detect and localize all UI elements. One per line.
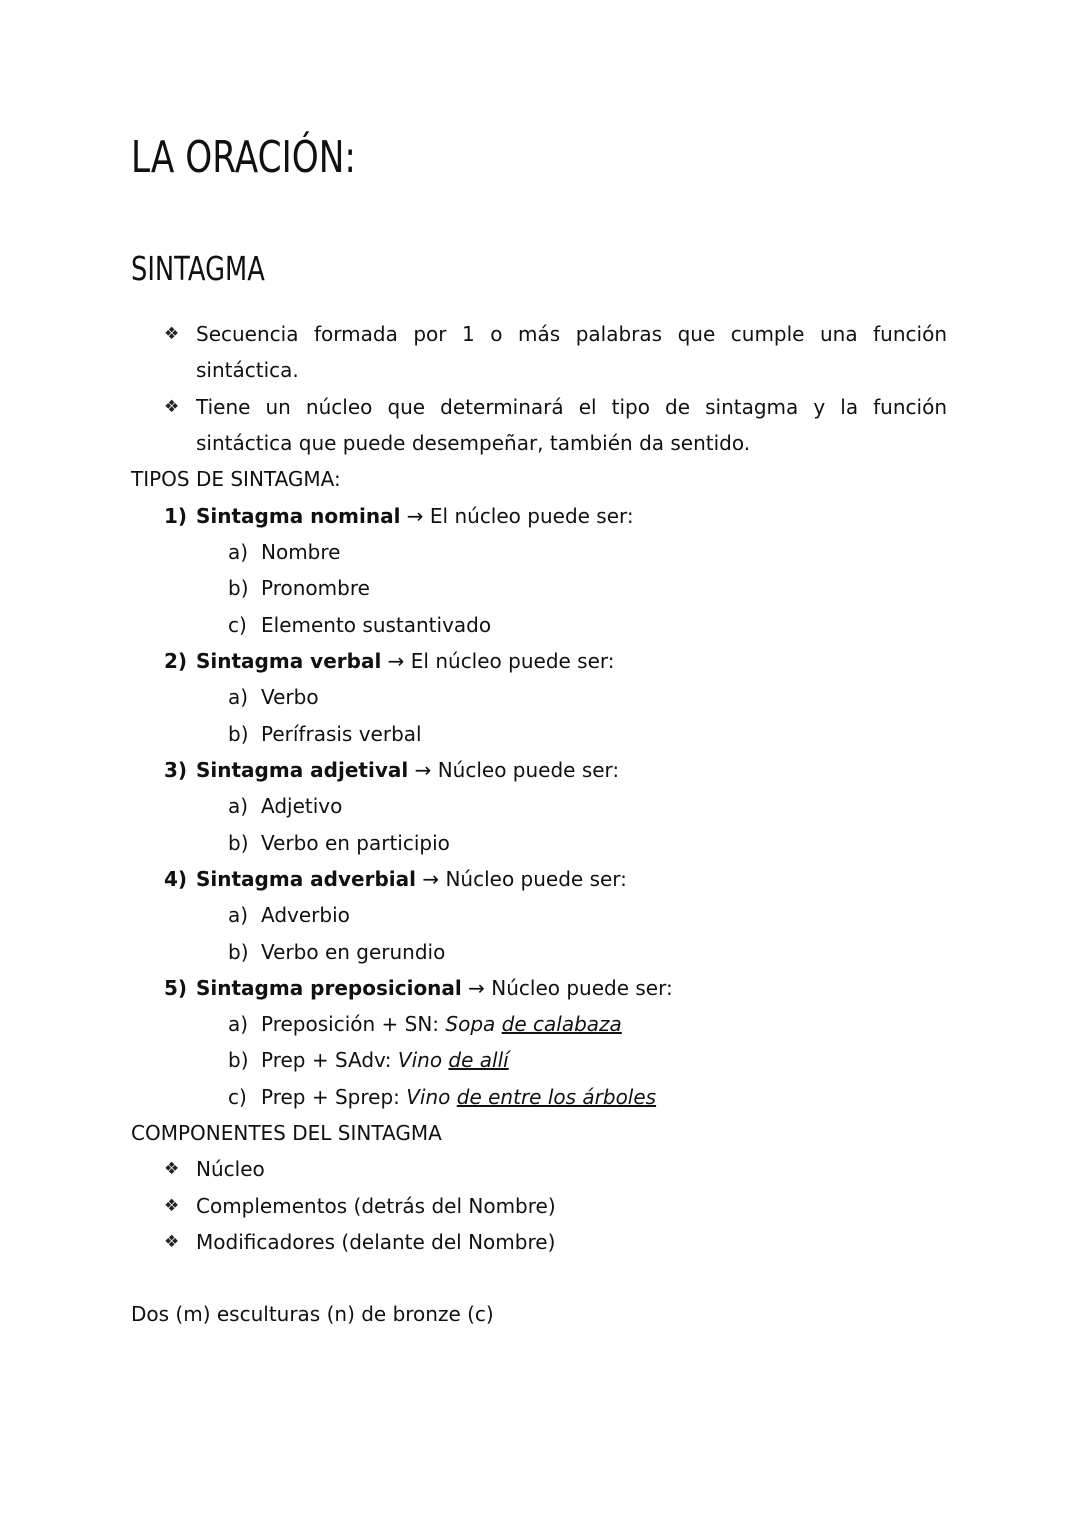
example-sentence: Dos (m) esculturas (n) de bronze (c) <box>131 1302 494 1326</box>
list-item <box>261 1042 509 1078</box>
intro-bullet-1-line-2: sintáctica. <box>196 358 299 382</box>
item-letter: a) <box>228 1012 249 1036</box>
type-description: → Núcleo puede ser: <box>414 758 620 782</box>
bullet-icon: ❖ <box>164 1196 180 1216</box>
list-item <box>261 1006 622 1042</box>
type-name: Sintagma verbal <box>196 649 382 673</box>
components-heading: COMPONENTES DEL SINTAGMA <box>131 1121 442 1145</box>
list-item: Nombre <box>261 540 341 564</box>
list-item: Verbo <box>261 685 319 709</box>
example-underlined: de allí <box>448 1048 509 1072</box>
type-heading <box>196 752 619 788</box>
type-name: Sintagma preposicional <box>196 976 462 1000</box>
bullet-icon: ❖ <box>164 1232 180 1252</box>
item-letter: b) <box>228 940 249 964</box>
list-item: Verbo en participio <box>261 831 450 855</box>
item-letter: c) <box>228 613 247 637</box>
type-number: 3) <box>164 758 188 782</box>
intro-bullet-1-line-1: Secuencia formada por 1 o más palabras que cumple una función <box>196 322 947 346</box>
intro-bullet-2-line-2: sintáctica que puede desempeñar, también da sentido. <box>196 431 751 455</box>
type-description: → El núcleo puede ser: <box>406 504 634 528</box>
item-letter: a) <box>228 794 249 818</box>
type-heading <box>196 498 634 534</box>
type-number: 1) <box>164 504 188 528</box>
item-letter: c) <box>228 1085 247 1109</box>
type-number: 2) <box>164 649 188 673</box>
example-word: Vino <box>397 1048 443 1072</box>
type-name: Sintagma adverbial <box>196 867 416 891</box>
type-number: 4) <box>164 867 188 891</box>
item-text: Prep + SAdv: <box>261 1048 392 1072</box>
component-item: Modificadores (delante del Nombre) <box>196 1230 556 1254</box>
type-name: Sintagma nominal <box>196 504 401 528</box>
item-letter: a) <box>228 540 249 564</box>
list-item <box>261 1079 656 1115</box>
item-letter: b) <box>228 576 249 600</box>
list-item: Adjetivo <box>261 794 343 818</box>
component-item: Núcleo <box>196 1157 265 1181</box>
example-underlined: de entre los árboles <box>456 1085 657 1109</box>
types-heading: TIPOS DE SINTAGMA: <box>131 467 341 491</box>
list-item: Adverbio <box>261 903 350 927</box>
bullet-icon: ❖ <box>164 397 180 417</box>
example-word: Sopa <box>445 1012 496 1036</box>
type-heading <box>196 861 627 897</box>
type-name: Sintagma adjetival <box>196 758 409 782</box>
example-underlined: de calabaza <box>501 1012 622 1036</box>
type-description: → Núcleo puede ser: <box>468 976 673 1000</box>
item-letter: b) <box>228 1048 249 1072</box>
page-title: LA ORACIÓN: <box>131 132 356 183</box>
item-letter: b) <box>228 722 249 746</box>
type-heading <box>196 643 615 679</box>
intro-bullet-2-line-1: Tiene un núcleo que determinará el tipo de sintagma y la función <box>196 395 947 419</box>
type-description: → El núcleo puede ser: <box>387 649 615 673</box>
list-item: Pronombre <box>261 576 370 600</box>
example-word: Vino <box>406 1085 451 1109</box>
item-letter: a) <box>228 685 249 709</box>
type-number: 5) <box>164 976 188 1000</box>
bullet-icon: ❖ <box>164 324 180 344</box>
section-title: SINTAGMA <box>131 249 265 288</box>
list-item: Elemento sustantivado <box>261 613 492 637</box>
list-item: Perífrasis verbal <box>261 722 422 746</box>
item-letter: a) <box>228 903 249 927</box>
item-text: Preposición + SN: <box>261 1012 440 1036</box>
type-heading <box>196 970 673 1006</box>
bullet-icon: ❖ <box>164 1159 180 1179</box>
list-item: Verbo en gerundio <box>261 940 446 964</box>
item-text: Prep + Sprep: <box>261 1085 400 1109</box>
component-item: Complementos (detrás del Nombre) <box>196 1194 556 1218</box>
type-description: → Núcleo puede ser: <box>422 867 627 891</box>
item-letter: b) <box>228 831 249 855</box>
